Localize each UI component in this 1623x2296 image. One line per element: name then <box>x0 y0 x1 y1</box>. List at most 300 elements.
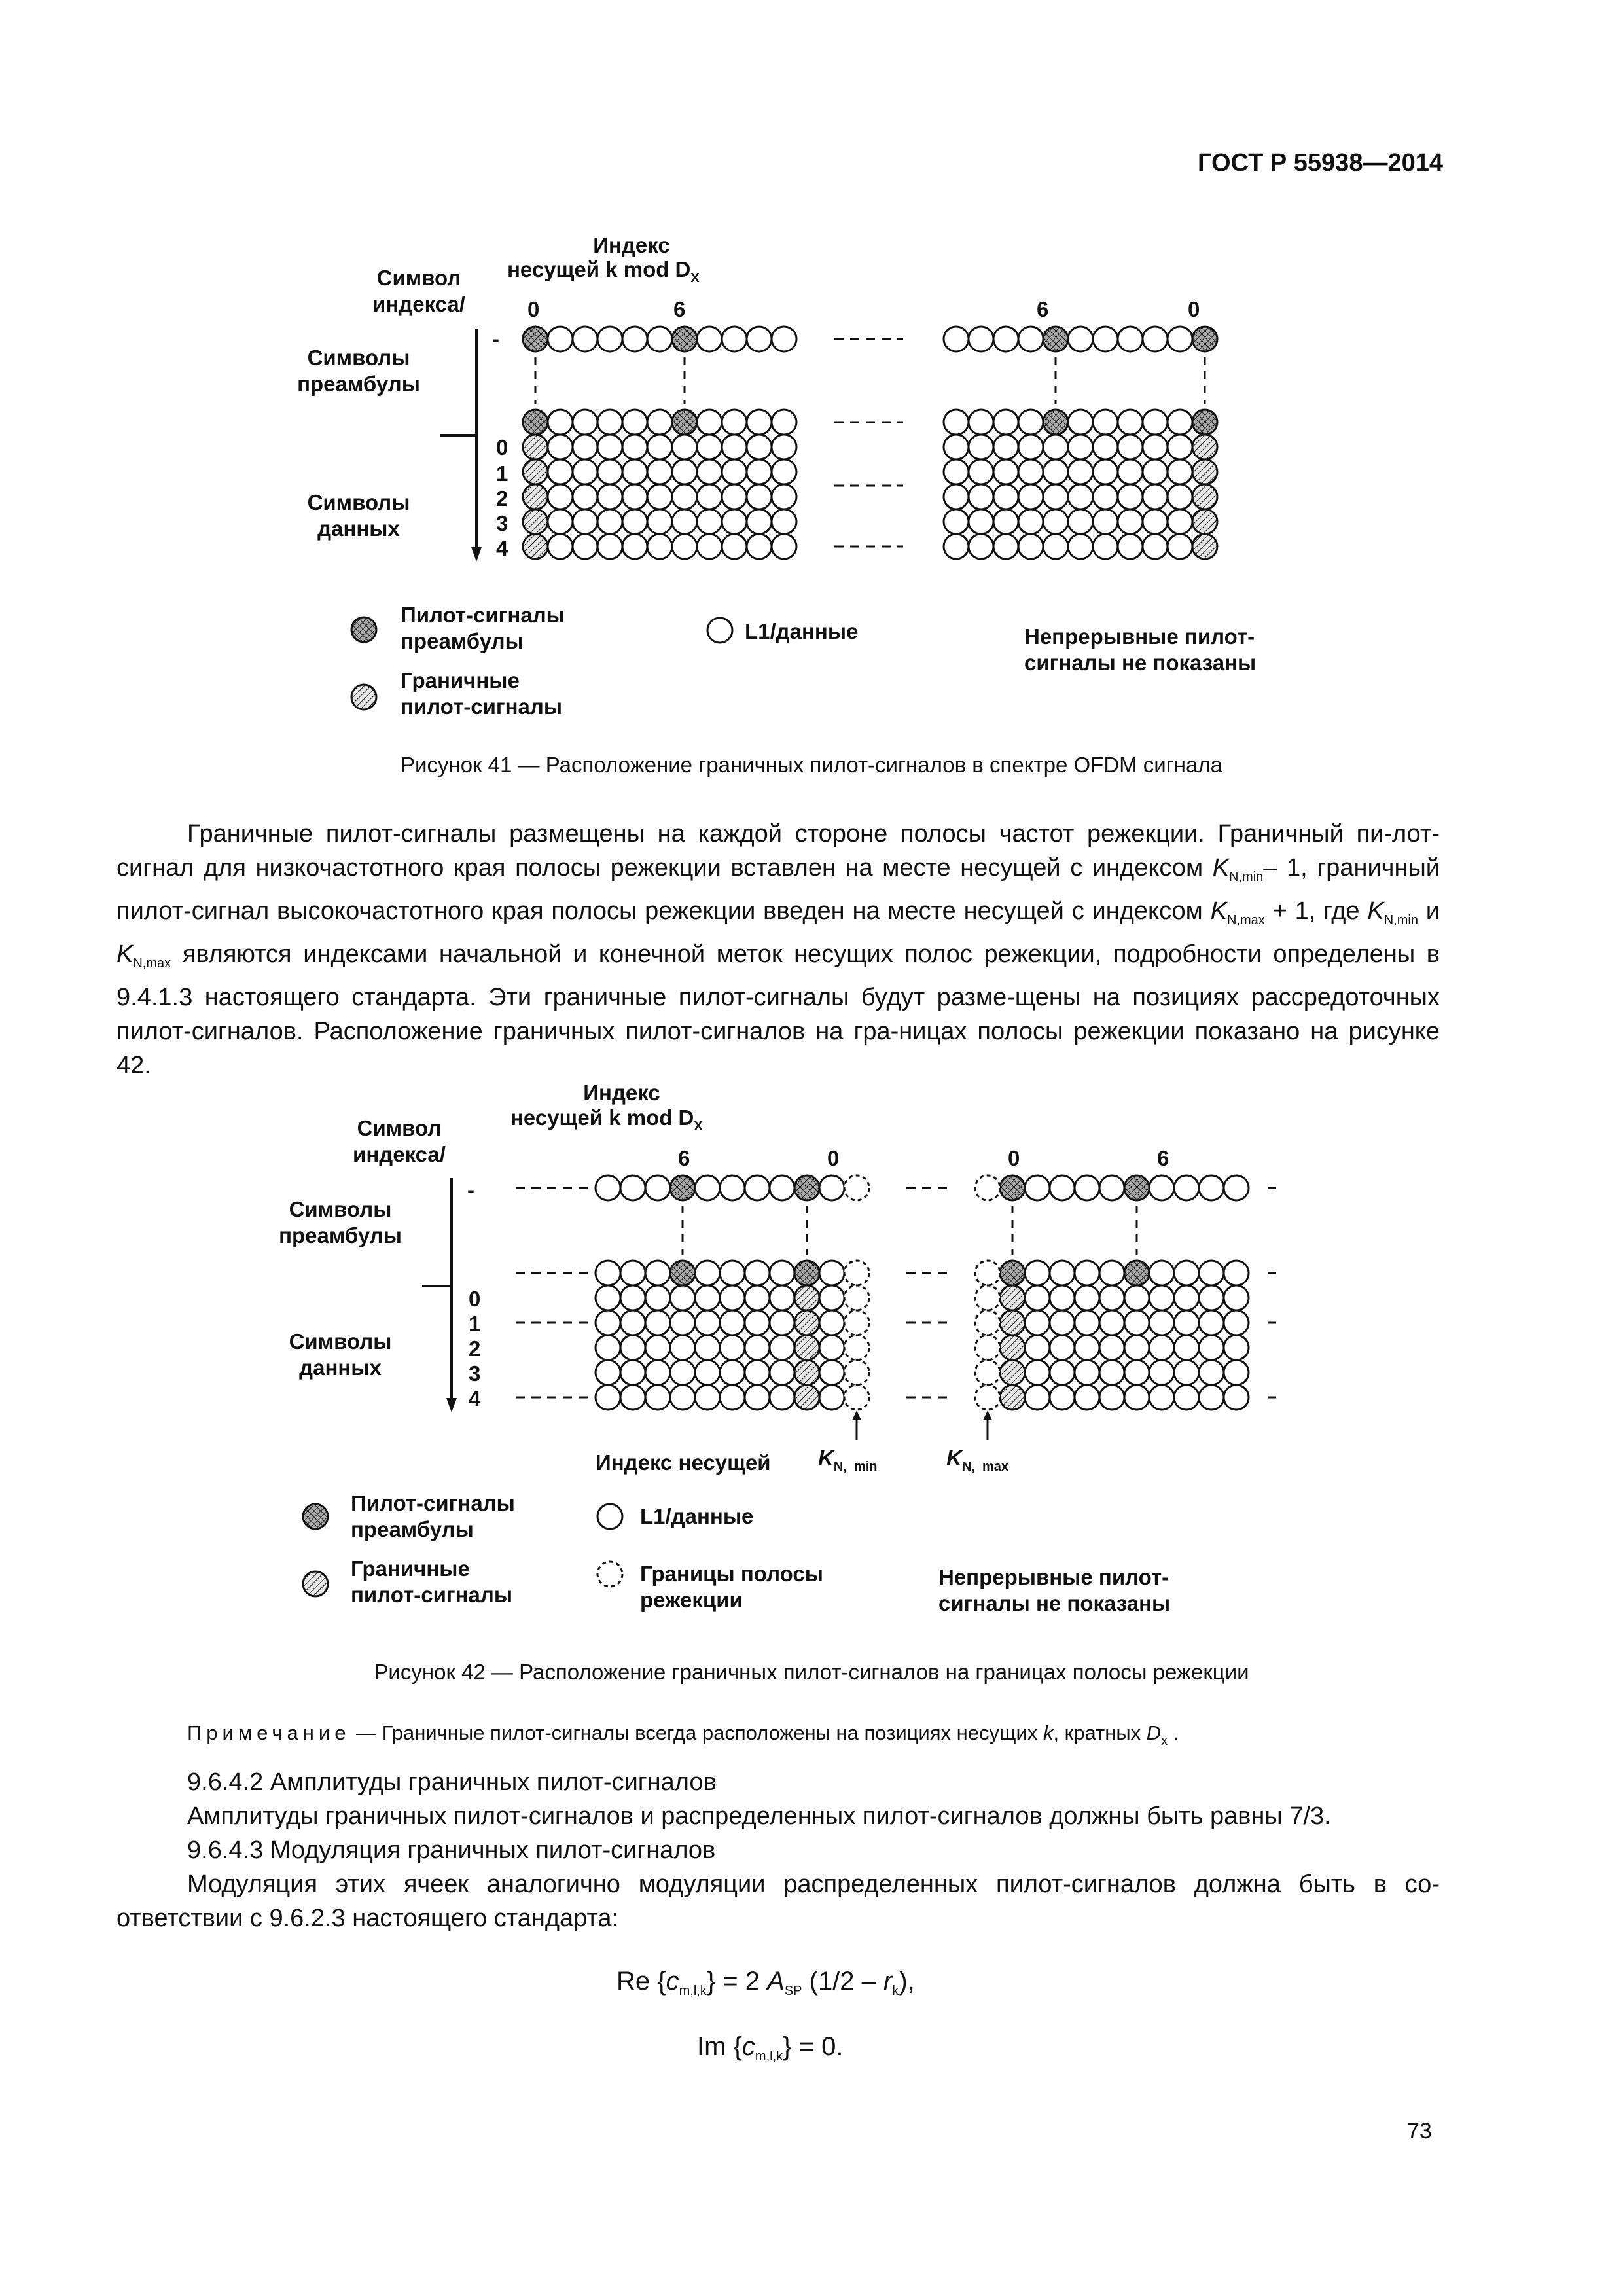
data-carrier <box>944 410 969 435</box>
data-carrier <box>647 435 672 459</box>
data-carrier <box>794 1310 819 1335</box>
preamble-carrier <box>548 327 573 351</box>
fig42-row-4: 4 <box>469 1386 481 1410</box>
data-carrier <box>670 1385 695 1410</box>
data-carrier <box>596 1360 620 1385</box>
preamble-carrier <box>620 1175 645 1200</box>
data-carrier <box>772 410 796 435</box>
kmax-arrowhead <box>983 1410 992 1420</box>
data-carrier <box>1000 1285 1025 1310</box>
preamble-carrier <box>770 1175 794 1200</box>
legend-edge-pilot-icon <box>351 685 376 709</box>
data-carrier <box>597 484 622 509</box>
fig41-legend-edge-2: пилот-сигналы <box>401 694 563 719</box>
data-carrier <box>1124 1360 1149 1385</box>
data-carrier <box>573 410 597 435</box>
data-carrier <box>573 435 597 459</box>
preamble-carrier <box>1174 1175 1199 1200</box>
modulation-text: Модуляция этих ячеек аналогично модуляции распределенных пилот-сигналов должна быть в со-ответствии с 9.6.2.3 настоящего стандарта: <box>116 1871 1440 1932</box>
data-carrier <box>647 509 672 534</box>
notch-carrier <box>975 1285 1000 1310</box>
data-carrier <box>645 1285 670 1310</box>
preamble-carrier <box>1025 1175 1050 1200</box>
data-carrier <box>1025 1385 1050 1410</box>
data-carrier <box>695 1385 720 1410</box>
fig42-legend-data: L1/данные <box>640 1504 754 1528</box>
data-carrier <box>1043 410 1068 435</box>
figure-42-caption: Рисунок 42 — Расположение граничных пилот-сигналов на границах полосы режекции <box>374 1660 1249 1684</box>
fig41-index-label-2: несущей k mod $D_X$ <box>507 257 700 285</box>
data-carrier <box>770 1360 794 1385</box>
data-carrier <box>596 1261 620 1285</box>
data-carrier <box>819 1261 844 1285</box>
fig41-index-label-1: Индекс <box>593 233 670 257</box>
notch-carrier <box>844 1310 869 1335</box>
data-carrier <box>647 484 672 509</box>
data-carrier <box>1068 534 1093 559</box>
data-carrier <box>695 1261 720 1285</box>
data-carrier <box>1118 484 1143 509</box>
data-carrier <box>1149 1335 1174 1360</box>
data-carrier <box>1124 1385 1149 1410</box>
data-carrier <box>523 484 548 509</box>
data-carrier <box>1000 1385 1025 1410</box>
data-carrier <box>695 1310 720 1335</box>
data-carrier <box>944 509 969 534</box>
data-carrier <box>647 459 672 484</box>
data-carrier <box>1224 1335 1249 1360</box>
fig42-legend-cont-2: сигналы не показаны <box>938 1591 1171 1615</box>
data-carrier <box>620 1360 645 1385</box>
data-carrier <box>745 1335 770 1360</box>
fig42-preamble-label-1: Символы <box>289 1197 392 1221</box>
data-carrier <box>670 1335 695 1360</box>
data-carrier <box>745 1360 770 1385</box>
preamble-carrier <box>695 1175 720 1200</box>
data-carrier <box>993 534 1018 559</box>
data-carrier <box>1192 459 1217 484</box>
data-carrier <box>1168 484 1192 509</box>
preamble-carrier <box>1224 1175 1249 1200</box>
page-number: 73 <box>1407 2119 1432 2144</box>
data-carrier <box>720 1335 745 1360</box>
data-carrier <box>573 484 597 509</box>
data-carrier <box>622 435 647 459</box>
data-carrier <box>1149 1385 1174 1410</box>
data-carrier <box>1199 1261 1224 1285</box>
data-carrier <box>670 1310 695 1335</box>
notch-carrier <box>975 1261 1000 1285</box>
data-carrier <box>597 534 622 559</box>
fig41-preamble-label-2: преамбулы <box>297 372 420 396</box>
document-header: ГОСТ Р 55938—2014 <box>1198 149 1443 177</box>
preamble-carrier <box>697 327 722 351</box>
fig41-legend-cont-1: Непрерывные пилот- <box>1024 624 1255 649</box>
data-carrier <box>697 435 722 459</box>
preamble-carrier <box>1099 1175 1124 1200</box>
data-carrier <box>944 484 969 509</box>
fig41-legend-preamble-2: преамбулы <box>401 629 524 653</box>
fig42-legend-preamble-2: преамбулы <box>351 1517 474 1541</box>
data-carrier <box>1118 410 1143 435</box>
preamble-carrier <box>1075 1175 1099 1200</box>
fig42-index-label-1: Индекс <box>583 1081 660 1105</box>
fig42-col-label-0: 0 <box>827 1146 840 1170</box>
preamble-carrier <box>944 327 969 351</box>
data-carrier <box>670 1261 695 1285</box>
preamble-carrier <box>745 1175 770 1200</box>
fig42-legend-edge-2: пилот-сигналы <box>351 1583 513 1607</box>
data-carrier <box>1224 1285 1249 1310</box>
fig41-legend-data: L1/данные <box>745 619 859 643</box>
data-carrier <box>1143 435 1168 459</box>
notch-carrier <box>844 1175 869 1200</box>
data-carrier <box>620 1261 645 1285</box>
data-carrier <box>620 1335 645 1360</box>
data-carrier <box>597 459 622 484</box>
preamble-carrier <box>645 1175 670 1200</box>
data-carrier <box>1018 459 1043 484</box>
figure-42-diagram <box>0 1047 1623 1636</box>
data-carrier <box>1199 1310 1224 1335</box>
data-carrier <box>1124 1285 1149 1310</box>
data-carrier <box>573 534 597 559</box>
data-carrier <box>722 534 747 559</box>
data-carrier <box>1068 435 1093 459</box>
data-carrier <box>622 509 647 534</box>
fig42-preamble-label-2: преамбулы <box>279 1223 402 1247</box>
data-carrier <box>548 435 573 459</box>
data-carrier <box>596 1285 620 1310</box>
data-carrier <box>747 410 772 435</box>
data-carrier <box>695 1335 720 1360</box>
data-carrier <box>697 459 722 484</box>
data-carrier <box>794 1385 819 1410</box>
data-carrier <box>548 459 573 484</box>
preamble-carrier <box>622 327 647 351</box>
data-carrier <box>647 534 672 559</box>
data-carrier <box>697 534 722 559</box>
data-carrier <box>1093 484 1118 509</box>
kmin-arrowhead <box>852 1410 861 1420</box>
data-carrier <box>1192 410 1217 435</box>
data-carrier <box>670 1285 695 1310</box>
preamble-carrier <box>794 1175 819 1200</box>
data-carrier <box>596 1335 620 1360</box>
notch-carrier <box>975 1310 1000 1335</box>
data-carrier <box>772 534 796 559</box>
data-carrier <box>697 484 722 509</box>
fig41-symbol-label-2: индекса/ <box>372 292 465 316</box>
data-carrier <box>819 1385 844 1410</box>
data-carrier <box>1099 1360 1124 1385</box>
data-carrier <box>1050 1335 1075 1360</box>
notch-carrier <box>975 1175 1000 1200</box>
data-carrier <box>772 484 796 509</box>
axis-arrowhead <box>471 547 482 562</box>
data-carrier <box>722 410 747 435</box>
data-carrier <box>597 410 622 435</box>
data-carrier <box>672 459 697 484</box>
section-9-6-4-2: 9.6.4.2 Амплитуды граничных пилот-сигналов <box>187 1768 717 1796</box>
data-carrier <box>1174 1310 1199 1335</box>
fig41-legend-edge-1: Граничные <box>401 668 520 692</box>
figure-41 <box>0 0 1623 798</box>
data-carrier <box>672 484 697 509</box>
preamble-carrier <box>647 327 672 351</box>
data-carrier <box>523 410 548 435</box>
data-carrier <box>1050 1385 1075 1410</box>
data-carrier <box>1093 509 1118 534</box>
data-carrier <box>1199 1360 1224 1385</box>
legend-notch-icon <box>597 1562 622 1587</box>
data-carrier <box>1099 1335 1124 1360</box>
data-carrier <box>1124 1310 1149 1335</box>
data-carrier <box>1199 1385 1224 1410</box>
preamble-carrier <box>969 327 993 351</box>
fig41-preamble-dash: - <box>492 327 499 351</box>
data-carrier <box>645 1335 670 1360</box>
data-carrier <box>1093 534 1118 559</box>
data-carrier <box>770 1261 794 1285</box>
fig41-col-label-0: 0 <box>527 297 540 321</box>
preamble-carrier <box>1118 327 1143 351</box>
fig41-row-4: 4 <box>496 536 508 560</box>
preamble-carrier <box>747 327 772 351</box>
data-carrier <box>1118 509 1143 534</box>
fig42-col-label-0b: 0 <box>1008 1146 1020 1170</box>
fig41-col-label-6b: 6 <box>1037 297 1049 321</box>
preamble-carrier <box>672 327 697 351</box>
data-carrier <box>1149 1261 1174 1285</box>
data-carrier <box>819 1335 844 1360</box>
data-carrier <box>1149 1285 1174 1310</box>
fig42-symbol-label-1: Символ <box>357 1116 442 1140</box>
data-carrier <box>794 1261 819 1285</box>
data-carrier <box>523 509 548 534</box>
data-carrier <box>1018 534 1043 559</box>
preamble-carrier <box>1124 1175 1149 1200</box>
formula-im: Im $\{c_{m,l,k}\} = 0$. <box>697 2032 844 2064</box>
fig42-symbol-label-2: индекса/ <box>353 1142 446 1166</box>
data-carrier <box>794 1360 819 1385</box>
data-carrier <box>1075 1310 1099 1335</box>
data-carrier <box>772 435 796 459</box>
fig41-legend-cont-2: сигналы не показаны <box>1024 651 1257 675</box>
data-carrier <box>819 1310 844 1335</box>
data-carrier <box>993 459 1018 484</box>
fig41-row-0: 0 <box>496 435 508 459</box>
data-carrier <box>745 1310 770 1335</box>
data-carrier <box>548 484 573 509</box>
section-9-6-4-3: 9.6.4.3 Модуляция граничных пилот-сигналов <box>187 1837 716 1864</box>
amplitude-text: Амплитуды граничных пилот-сигналов и распределенных пилот-сигналов должны быть равны 7/3. <box>187 1803 1331 1830</box>
fig42-preamble-dash: - <box>467 1177 474 1202</box>
data-carrier <box>596 1310 620 1335</box>
legend-edge-pilot-icon <box>303 1571 328 1596</box>
legend-data-icon <box>597 1504 622 1529</box>
notch-carrier <box>844 1285 869 1310</box>
fig42-row-3: 3 <box>469 1361 481 1386</box>
data-carrier <box>1118 435 1143 459</box>
data-carrier <box>720 1360 745 1385</box>
data-carrier <box>1000 1310 1025 1335</box>
notch-carrier <box>844 1360 869 1385</box>
data-carrier <box>1199 1285 1224 1310</box>
data-carrier <box>548 534 573 559</box>
fig42-legend-edge-1: Граничные <box>351 1556 470 1581</box>
fig42-col-label-6: 6 <box>678 1146 690 1170</box>
data-carrier <box>1018 410 1043 435</box>
data-carrier <box>645 1360 670 1385</box>
data-carrier <box>1149 1360 1174 1385</box>
data-carrier <box>770 1385 794 1410</box>
data-carrier <box>747 435 772 459</box>
notch-carrier <box>844 1385 869 1410</box>
fig41-col-label-0b: 0 <box>1188 297 1200 321</box>
fig42-row-2: 2 <box>469 1336 481 1361</box>
data-carrier <box>622 484 647 509</box>
fig42-carrier-index-label: Индекс несущей <box>596 1450 771 1475</box>
data-carrier <box>573 509 597 534</box>
data-carrier <box>1075 1335 1099 1360</box>
data-carrier <box>794 1335 819 1360</box>
data-carrier <box>722 484 747 509</box>
data-carrier <box>1168 459 1192 484</box>
preamble-carrier <box>722 327 747 351</box>
data-carrier <box>548 410 573 435</box>
data-carrier <box>747 484 772 509</box>
fig42-legend-notch-1: Границы полосы <box>640 1562 823 1586</box>
data-carrier <box>697 509 722 534</box>
data-carrier <box>523 459 548 484</box>
data-carrier <box>1099 1310 1124 1335</box>
data-carrier <box>1174 1285 1199 1310</box>
data-carrier <box>1050 1360 1075 1385</box>
note: Примечание — Граничные пилот-сигналы всегда расположены на позициях несущих k, кратных $D_x$ . <box>187 1721 1179 1748</box>
data-carrier <box>969 509 993 534</box>
fig42-legend-notch-2: режекции <box>640 1588 743 1612</box>
preamble-carrier <box>1143 327 1168 351</box>
data-carrier <box>622 534 647 559</box>
data-carrier <box>548 509 573 534</box>
preamble-carrier <box>1168 327 1192 351</box>
data-carrier <box>1224 1261 1249 1285</box>
fig41-preamble-label-1: Символы <box>307 346 410 370</box>
data-carrier <box>993 435 1018 459</box>
data-carrier <box>573 459 597 484</box>
data-carrier <box>993 410 1018 435</box>
data-carrier <box>1174 1385 1199 1410</box>
preamble-carrier <box>772 327 796 351</box>
axis-arrowhead <box>446 1398 457 1412</box>
data-carrier <box>1224 1310 1249 1335</box>
data-carrier <box>747 509 772 534</box>
preamble-carrier <box>1000 1175 1025 1200</box>
data-carrier <box>1000 1335 1025 1360</box>
preamble-carrier <box>1018 327 1043 351</box>
fig42-data-label-2: данных <box>299 1355 382 1380</box>
data-carrier <box>672 410 697 435</box>
fig41-row-1: 1 <box>496 461 508 486</box>
data-carrier <box>1018 509 1043 534</box>
fig41-col-label-6: 6 <box>673 297 686 321</box>
data-carrier <box>770 1310 794 1335</box>
data-carrier <box>969 410 993 435</box>
data-carrier <box>772 509 796 534</box>
data-carrier <box>1224 1385 1249 1410</box>
preamble-carrier <box>573 327 597 351</box>
data-carrier <box>722 509 747 534</box>
data-carrier <box>597 435 622 459</box>
preamble-carrier <box>523 327 548 351</box>
preamble-carrier <box>1199 1175 1224 1200</box>
data-carrier <box>695 1360 720 1385</box>
preamble-carrier <box>597 327 622 351</box>
data-carrier <box>695 1285 720 1310</box>
data-carrier <box>1025 1360 1050 1385</box>
data-carrier <box>1124 1261 1149 1285</box>
data-carrier <box>1075 1285 1099 1310</box>
data-carrier <box>1050 1285 1075 1310</box>
data-carrier <box>1018 484 1043 509</box>
data-carrier <box>722 459 747 484</box>
data-carrier <box>993 484 1018 509</box>
preamble-carrier <box>1050 1175 1075 1200</box>
data-carrier <box>622 410 647 435</box>
data-carrier <box>1025 1285 1050 1310</box>
body-paragraph-1: Граничные пилот-сигналы размещены на каждой стороне полосы частот режекции. Граничный пи-лот-сигнал для низкочастотного края полосы режекции вставлен на месте несущей с индексом $K_{N,min}-$ 1, граничный пилот-сигнал высокочастотного края полосы режекции введен на месте несущей с индексом $K_{N,max} + 1$, где $K_{N,min}$ и $K_{N,max}$ являются индексами начальной и конечной меток несущих полос режекции, подробности определены в 9.4.1.3 настоящего стандарта. Эти граничные пилот-сигналы будут разме-щены на позициях рассредоточных пилот-сигналов. Расположение граничных пилот-сигналов на гра-ницах полосы режекции показано на рисунке 42. <box>116 820 1440 1079</box>
data-carrier <box>1000 1261 1025 1285</box>
data-carrier <box>645 1385 670 1410</box>
data-carrier <box>1143 534 1168 559</box>
figure-42 <box>0 1047 1623 1636</box>
fig42-legend-cont-1: Непрерывные пилот- <box>938 1565 1169 1589</box>
data-carrier <box>1168 410 1192 435</box>
data-carrier <box>1143 459 1168 484</box>
fig41-data-label-1: Символы <box>307 490 410 514</box>
notch-carrier <box>975 1335 1000 1360</box>
legend-preamble-pilot-icon <box>351 617 376 642</box>
data-carrier <box>1075 1360 1099 1385</box>
data-carrier <box>1124 1335 1149 1360</box>
data-carrier <box>1199 1335 1224 1360</box>
figure-41-diagram <box>0 0 1623 798</box>
data-carrier <box>1043 534 1068 559</box>
fig41-row-3: 3 <box>496 511 508 535</box>
data-carrier <box>1093 410 1118 435</box>
data-carrier <box>1043 459 1068 484</box>
fig41-legend-preamble-1: Пилот-сигналы <box>401 603 565 627</box>
data-carrier <box>1068 410 1093 435</box>
preamble-carrier <box>1149 1175 1174 1200</box>
data-carrier <box>745 1385 770 1410</box>
data-carrier <box>1050 1310 1075 1335</box>
notch-carrier <box>975 1360 1000 1385</box>
data-carrier <box>770 1285 794 1310</box>
fig42-data-label-1: Символы <box>289 1329 392 1354</box>
data-carrier <box>1093 435 1118 459</box>
data-carrier <box>1224 1360 1249 1385</box>
data-carrier <box>672 509 697 534</box>
data-carrier <box>1099 1385 1124 1410</box>
preamble-carrier <box>1192 327 1217 351</box>
data-carrier <box>1068 509 1093 534</box>
fig41-symbol-label-1: Символ <box>376 266 461 290</box>
preamble-carrier <box>720 1175 745 1200</box>
data-carrier <box>1118 534 1143 559</box>
data-carrier <box>647 410 672 435</box>
